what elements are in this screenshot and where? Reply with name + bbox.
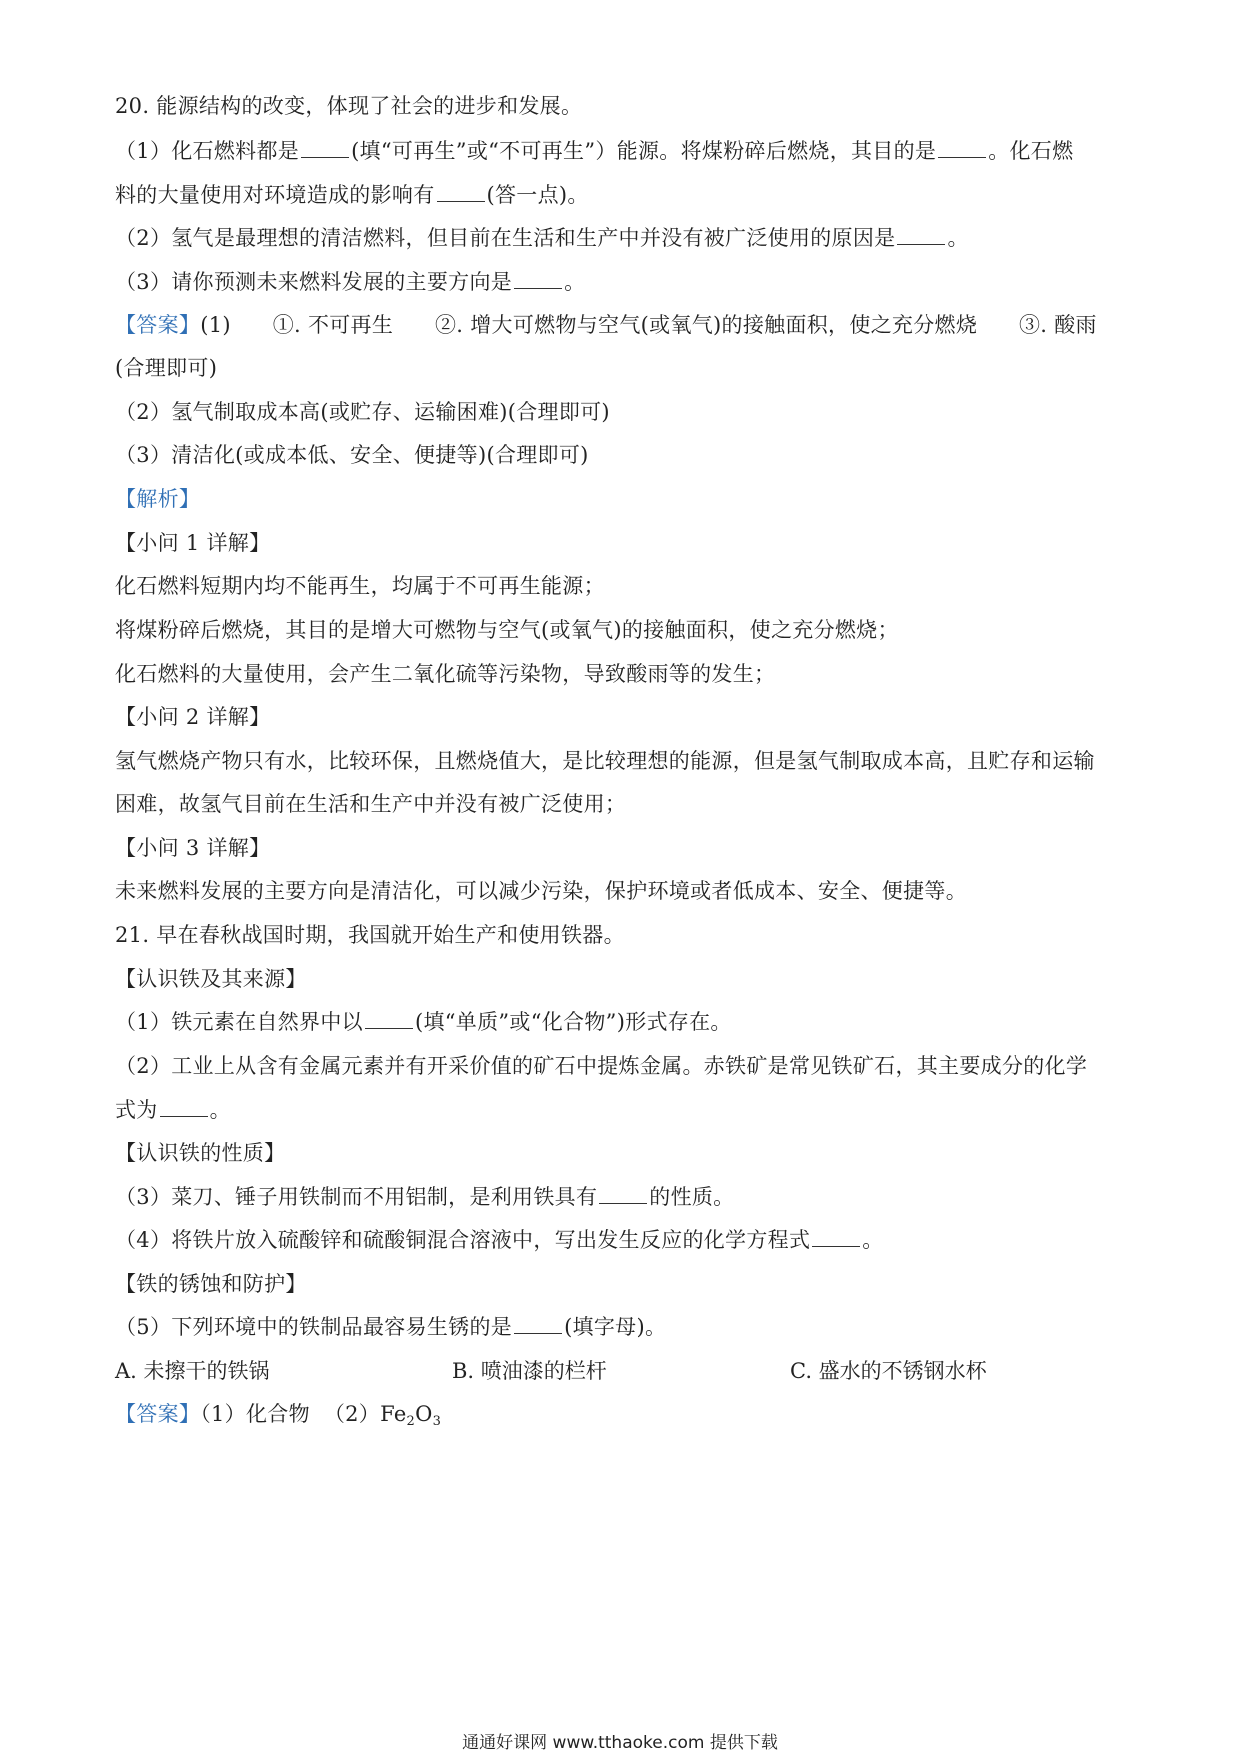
analysis-tag: 【解析】 [115,487,201,511]
answer-tag: 【答案】 [115,313,201,337]
q20-part1-line1 [115,137,1073,165]
section-heading: 【认识铁的性质】 [115,1141,286,1165]
answer-blank [160,1098,208,1117]
subscript: 2 [406,1414,416,1429]
q20-part1-line2 [115,181,589,209]
subscript: 3 [432,1414,442,1429]
text: （1）化石燃料都是 [115,139,300,163]
answer-blank [514,1315,562,1334]
text: O [415,1402,433,1426]
q21-part2-line1: （2）工业上从含有金属元素并有开采价值的矿石中提炼金属。赤铁矿是常见铁矿石，其主要成分的化学 [115,1054,1088,1078]
text: 式为 [115,1098,158,1122]
q21-part5 [115,1313,666,1341]
section-heading: 【铁的锈蚀和防护】 [115,1272,307,1296]
answer-blank [812,1228,860,1247]
sub-heading-1: 【小问 1 详解】 [115,531,271,555]
text: （3）请你预测未来燃料发展的主要方向是 [115,270,513,294]
text: （4）将铁片放入硫酸锌和硫酸铜混合溶液中，写出发生反应的化学方程式 [115,1228,811,1252]
text: (1) ①. 不可再生 ②. 增大可燃物与空气(或氧气)的接触面积，使之充分燃烧 ③. 酸雨 [200,313,1097,337]
text: (填字母)。 [564,1315,667,1339]
q20-stem: 20. 能源结构的改变，体现了社会的进步和发展。 [115,94,583,118]
answer-blank [897,226,945,245]
sub-heading-3: 【小问 3 详解】 [115,836,271,860]
explanation-line: 化石燃料的大量使用，会产生二氧化硫等污染物，导致酸雨等的发生； [115,662,776,686]
answer-blank [514,270,562,289]
section-heading: 【认识铁及其来源】 [115,967,307,991]
q21-stem: 21. 早在春秋战国时期，我国就开始生产和使用铁器。 [115,923,625,947]
answer-blank [437,183,485,202]
q21-answer [115,1400,441,1436]
sub-heading-2: 【小问 2 详解】 [115,705,271,729]
text: (填“可再生”或“不可再生”）能源。将煤粉碎后燃烧，其目的是 [351,139,937,163]
explanation-line: 困难，故氢气目前在生活和生产中并没有被广泛使用； [115,792,627,816]
explanation-line: 氢气燃烧产物只有水，比较环保，且燃烧值大，是比较理想的能源，但是氢气制取成本高，且贮存和运输 [115,749,1095,773]
q20-answer-line1b: (合理即可) [115,356,218,380]
explanation-line: 化石燃料短期内均不能再生，均属于不可再生能源； [115,574,605,598]
text: Fe [380,1402,407,1426]
answer-blank [365,1010,413,1029]
text: 。 [209,1098,231,1122]
text: 料的大量使用对环境造成的影响有 [115,183,435,207]
answer-blank [599,1185,647,1204]
text: 。 [862,1228,884,1252]
q20-answer-line3: （3）清洁化(或成本低、安全、便捷等)(合理即可) [115,443,589,467]
text: 。化石燃 [988,139,1074,163]
footer-source: 通通好课网 www.tthaoke.com 提供下载 [462,1733,778,1753]
text: （5）下列环境中的铁制品最容易生锈的是 [115,1315,513,1339]
text: 的性质。 [649,1185,735,1209]
text: (填“单质”或“化合物”)形式存在。 [414,1010,732,1034]
text: （3）菜刀、锤子用铁制而不用铝制，是利用铁具有 [115,1185,598,1209]
text: （2）氢气是最理想的清洁燃料，但目前在生活和生产中并没有被广泛使用的原因是 [115,226,896,250]
q21-part4 [115,1226,884,1254]
text: (答一点)。 [486,183,589,207]
text: 。 [564,270,586,294]
option-a: A. 未擦干的铁锅 [115,1359,270,1383]
text: （1）化合物 [200,1402,310,1426]
q20-part3 [115,268,585,296]
explanation-line: 未来燃料发展的主要方向是清洁化，可以减少污染，保护环境或者低成本、安全、便捷等。 [115,879,967,903]
text: （2） [323,1402,381,1426]
q21-part2-line2 [115,1096,231,1124]
q20-part2 [115,224,969,252]
q20-answer-line2: （2）氢气制取成本高(或贮存、运输困难)(合理即可) [115,400,610,424]
answer-tag: 【答案】 [115,1402,201,1426]
option-b: B. 喷油漆的栏杆 [452,1359,607,1383]
q21-part1 [115,1008,732,1036]
q21-part3 [115,1183,734,1211]
answer-blank [301,139,349,158]
option-c: C. 盛水的不锈钢水杯 [790,1359,987,1383]
explanation-line: 将煤粉碎后燃烧，其目的是增大可燃物与空气(或氧气)的接触面积，使之充分燃烧； [115,618,899,642]
text: （1）铁元素在自然界中以 [115,1010,363,1034]
q20-answer-line1 [115,311,1097,339]
answer-blank [938,139,986,158]
formula [380,1402,442,1429]
text: 。 [947,226,969,250]
